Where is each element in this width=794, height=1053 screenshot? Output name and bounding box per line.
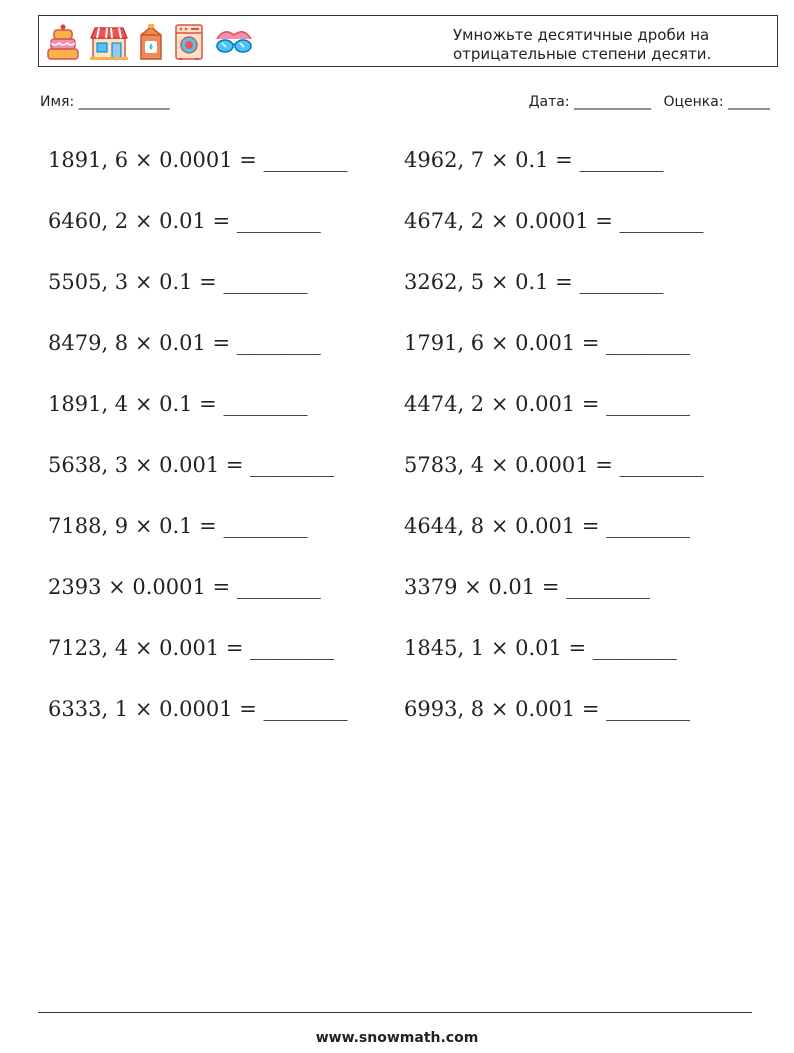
- milk-carton-icon: [137, 23, 165, 61]
- washing-machine-icon: [173, 23, 205, 61]
- problem-2: 4962, 7 × 0.1 = ________: [404, 148, 664, 172]
- footer-url[interactable]: www.snowmath.com: [315, 1030, 479, 1046]
- problem-7: 8479, 8 × 0.01 = ________: [48, 331, 321, 355]
- cake-icon: [45, 23, 81, 61]
- problem-18: 1845, 1 × 0.01 = ________: [404, 636, 677, 660]
- problem-row: [48, 201, 768, 262]
- problem-grid: [48, 140, 768, 750]
- header-box: [38, 15, 778, 67]
- problem-row: [48, 140, 768, 201]
- grade-field[interactable]: Оценка: ______: [663, 94, 770, 110]
- footer-divider: [38, 1012, 752, 1013]
- problem-6: 3262, 5 × 0.1 = ________: [404, 270, 664, 294]
- problem-12: 5783, 4 × 0.0001 = ________: [404, 453, 704, 477]
- title-line-1: Умножьте десятичные дроби на: [453, 26, 710, 44]
- problem-17: 7123, 4 × 0.001 = ________: [48, 636, 335, 660]
- title-line-2: отрицательные степени десяти.: [453, 45, 712, 63]
- problem-14: 4644, 8 × 0.001 = ________: [404, 514, 691, 538]
- worksheet-title: [453, 26, 773, 64]
- header-icons: [45, 21, 255, 63]
- problem-row: [48, 506, 768, 567]
- name-field[interactable]: Имя: _____________: [40, 94, 170, 110]
- problem-4: 4674, 2 × 0.0001 = ________: [404, 209, 704, 233]
- problem-10: 4474, 2 × 0.001 = ________: [404, 392, 691, 416]
- problem-19: 6333, 1 × 0.0001 = ________: [48, 697, 348, 721]
- date-grade-fields: [529, 94, 770, 110]
- problem-3: 6460, 2 × 0.01 = ________: [48, 209, 321, 233]
- problem-5: 5505, 3 × 0.1 = ________: [48, 270, 308, 294]
- problem-1: 1891, 6 × 0.0001 = ________: [48, 148, 348, 172]
- problem-row: [48, 445, 768, 506]
- problem-row: [48, 323, 768, 384]
- problem-11: 5638, 3 × 0.001 = ________: [48, 453, 335, 477]
- problem-15: 2393 × 0.0001 = ________: [48, 575, 321, 599]
- problem-13: 7188, 9 × 0.1 = ________: [48, 514, 308, 538]
- date-field[interactable]: Дата: ___________: [528, 94, 652, 110]
- problem-row: [48, 628, 768, 689]
- problem-row: [48, 384, 768, 445]
- problem-20: 6993, 8 × 0.001 = ________: [404, 697, 691, 721]
- problem-9: 1891, 4 × 0.1 = ________: [48, 392, 308, 416]
- problem-row: [48, 689, 768, 750]
- problem-16: 3379 × 0.01 = ________: [404, 575, 651, 599]
- problem-row: [48, 567, 768, 628]
- sunglasses-icon: [213, 27, 255, 57]
- shop-icon: [89, 24, 129, 60]
- problem-row: [48, 262, 768, 323]
- problem-8: 1791, 6 × 0.001 = ________: [404, 331, 691, 355]
